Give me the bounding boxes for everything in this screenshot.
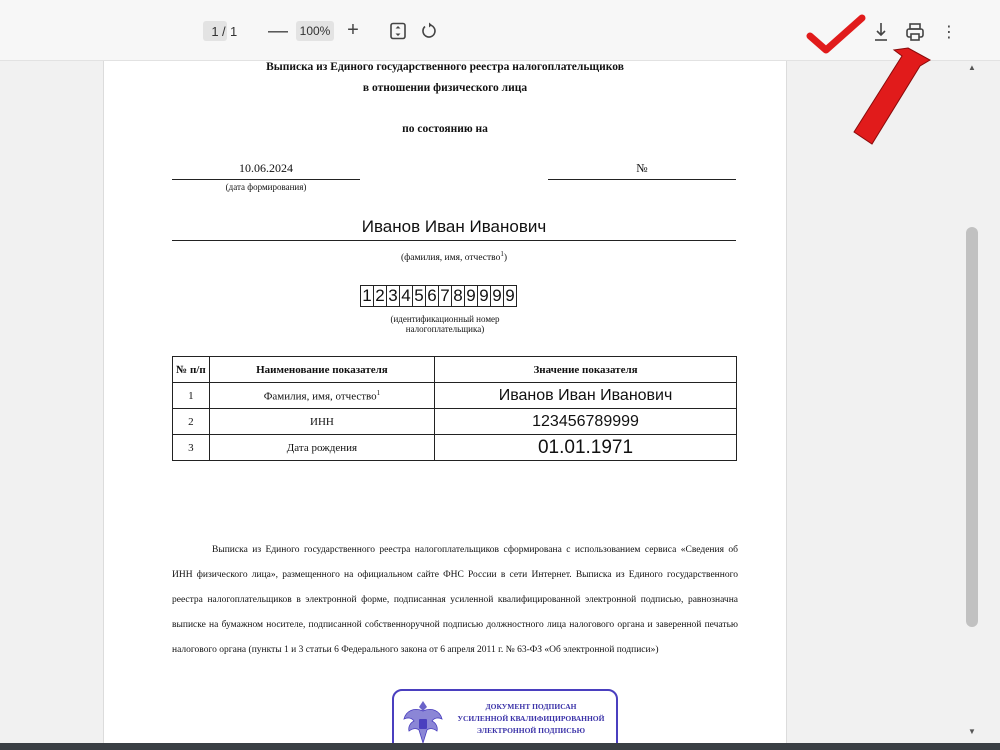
name-underline [172,240,736,241]
fit-page-button[interactable] [389,22,407,40]
coat-of-arms-icon [400,697,446,743]
rotate-button[interactable] [420,22,438,40]
print-icon [904,21,926,43]
inn-digit-boxes [361,285,517,307]
download-button[interactable] [871,21,891,43]
inn-digit: 2 [373,285,387,307]
date-underline [172,179,360,180]
more-options-button[interactable] [940,21,958,43]
table-header-row [173,357,737,383]
inn-caption-line2: налогоплательщика) [405,324,485,334]
inn-digit: 4 [399,285,413,307]
print-button[interactable] [904,21,926,43]
doc-title-line1: Выписка из Единого государственного реестра налогоплательщиков [266,61,624,73]
vertical-scrollbar[interactable] [964,61,980,743]
inn-digit: 6 [425,285,439,307]
table-row [173,383,737,409]
row-indicator-value: 123456789999 [435,409,737,435]
zoom-level-input[interactable]: 100% [296,21,334,41]
header-number: № п/п [173,357,210,383]
as-of-label: по состоянию на [402,123,488,135]
inn-digit: 7 [438,285,452,307]
scroll-up-arrow[interactable]: ▲ [968,63,976,72]
number-underline [548,179,736,180]
table-row [173,409,737,435]
inn-digit: 8 [451,285,465,307]
row-number: 2 [173,409,210,435]
taxpayer-name: Иванов Иван Иванович [361,217,547,236]
row-indicator-name: Дата рождения [209,435,434,461]
page-number-input[interactable]: 1 [203,21,227,41]
row-number: 3 [173,435,210,461]
indicator-table [172,356,737,461]
red-arrow-icon [846,44,936,148]
fit-page-icon [389,22,407,40]
table-row [173,435,737,461]
name-caption: (фамилия, имя, отчество$^1$) [400,250,507,264]
legal-paragraph: Выписка из Единого государственного реестра налогоплательщиков сформирована с использованием сервиса «Сведения об ИНН физического лица», размещенного на официальном сайте ФНС России в сети Интернет. Выписка из Единого государственного реестра налогоплательщиков в электронной форме, подписанная усиленной квалифицированной электронной подписью, равнозначна выписке на бумажном носителе, подписанной собственноручной подписью должностного лица налогового органа и заверенной печатью налогового органа (пункты 1 и 3 статьи 6 Федерального закона от 6 апреля 2011 г. № 63-ФЗ «Об электронной подписи») [172,545,738,655]
row-number: 1 [173,383,210,409]
zoom-out-button[interactable]: — [268,19,288,42]
header-indicator-name: Наименование показателя [209,357,434,383]
pdf-page [103,61,787,743]
page-separator: / [222,23,226,39]
inn-digit: 9 [503,285,517,307]
header-indicator-value: Значение показателя [435,357,737,383]
inn-digit: 9 [464,285,478,307]
inn-digit: 9 [490,285,504,307]
inn-digit: 9 [477,285,491,307]
stamp-text: ДОКУМЕНТ ПОДПИСАН УСИЛЕННОЙ КВАЛИФИЦИРОВАННОЙ ЭЛЕКТРОННОЙ ПОДПИСЬЮ [457,702,605,735]
zoom-in-button[interactable]: + [347,18,359,41]
more-vert-icon: ⋮ [941,24,957,41]
bottom-taskbar-strip [0,743,1000,750]
rotate-icon [420,22,438,40]
scroll-thumb[interactable] [966,227,978,627]
number-label: № [636,161,648,175]
e-signature-stamp [392,689,618,743]
row-indicator-value: Иванов Иван Иванович [435,383,737,409]
download-icon [871,21,891,43]
inn-digit: 3 [386,285,400,307]
row-indicator-name: Фамилия, имя, отчество$^1$ [209,383,434,409]
row-indicator-name: ИНН [209,409,434,435]
inn-caption-line1: (идентификационный номер [390,314,500,324]
inn-digit: 1 [360,285,374,307]
doc-title-line2: в отношении физического лица [362,82,528,94]
inn-digit: 5 [412,285,426,307]
formation-date: 10.06.2024 [239,161,293,175]
scroll-down-arrow[interactable]: ▼ [968,727,976,736]
formation-date-caption: (дата формирования) [225,182,307,192]
page-total: 1 [230,23,238,39]
row-indicator-value: 01.01.1971 [435,435,737,461]
